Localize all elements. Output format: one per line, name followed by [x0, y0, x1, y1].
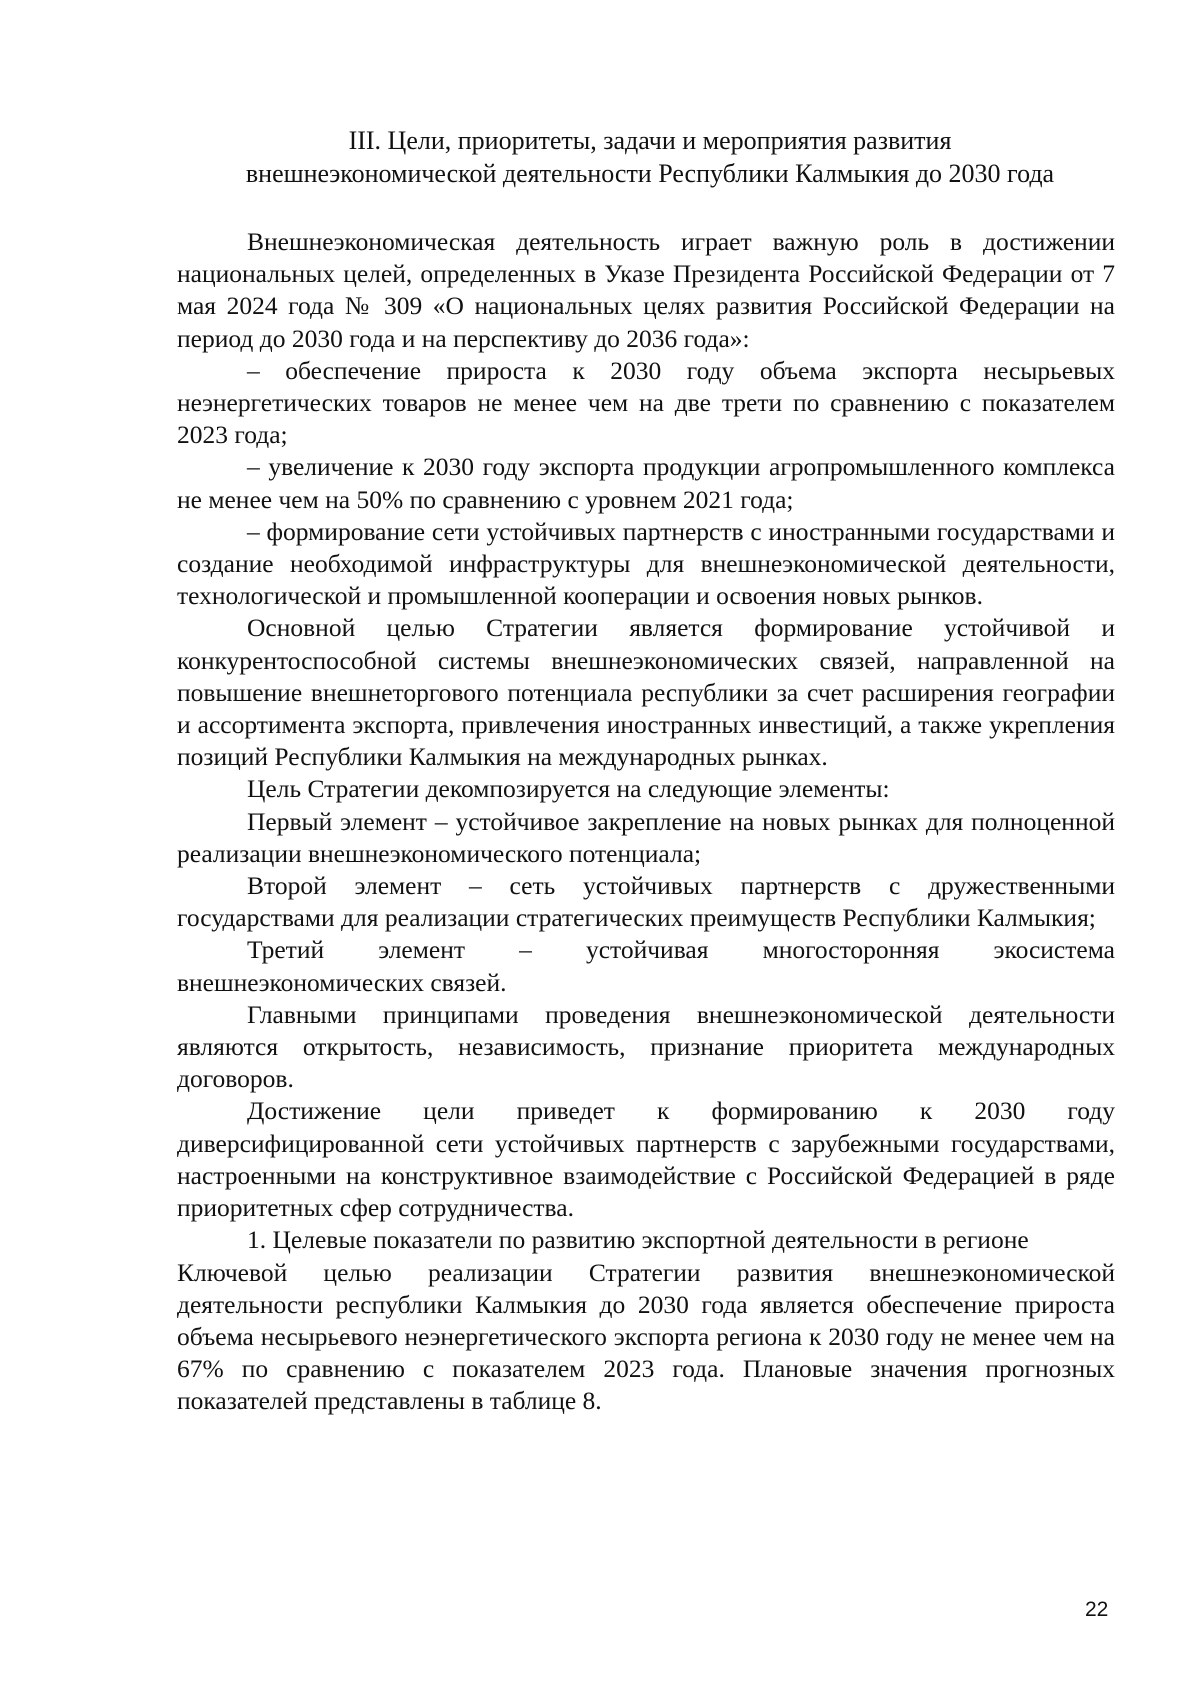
- paragraph-achievement: Достижение цели приведет к формированию к 2030 году диверсифицированной сети устойчивых партнерств с зарубежными государствами, настроенными на конструктивное взаимодействие с Российской Федерацией в ряде приоритетных сфер сотрудничества.: [177, 1096, 1115, 1223]
- page-number: 22: [1085, 1598, 1109, 1621]
- paragraph-goal-elements: Цель Стратегии декомпозируется на следующие элементы:: [247, 774, 890, 804]
- paragraph-key-target: Ключевой целью реализации Стратегии развития внешнеэкономической деятельности республики Калмыкия до 2030 года является обеспечение прироста объема несырьевого неэнергетического экспорта региона к 2030 году не менее чем на 67% по сравнению с показателем 2023 года. Плановые значения прогнозных показателей представлены в таблице 8.: [177, 1257, 1115, 1416]
- document-body: [177, 226, 1115, 1418]
- subsection-heading: 1. Целевые показатели по развитию экспортной деятельности в регионе: [247, 1225, 1029, 1255]
- list-item-partnerships: – формирование сети устойчивых партнерств с иностранными государствами и создание необходимой инфраструктуры для внешнеэкономической деятельности, технологической и промышленной кооперации и освоения новых рынков.: [177, 516, 1115, 611]
- paragraph-principles: Главными принципами проведения внешнеэкономической деятельности являются открытость, независимость, признание приоритета международных договоров.: [177, 999, 1115, 1094]
- list-item-agro-export: – увеличение к 2030 году экспорта продукции агропромышленного комплекса не менее чем на 50% по сравнению с уровнем 2021 года;: [177, 452, 1115, 514]
- paragraph-element-3: Третий элемент – устойчивая многосторонняя экосистема внешнеэкономических связей.: [177, 935, 1115, 997]
- paragraph-element-2: Второй элемент – сеть устойчивых партнерств с дружественными государствами для реализации стратегических преимуществ Республики Калмыкия;: [177, 871, 1115, 933]
- list-item-export-growth: – обеспечение прироста к 2030 году объема экспорта несырьевых неэнергетических товаров не менее чем на две трети по сравнению с показателем 2023 года;: [177, 355, 1115, 450]
- section-heading-line-2: внешнеэкономической деятельности Республики Калмыкия до 2030 года: [245, 159, 1055, 188]
- paragraph-element-1: Первый элемент – устойчивое закрепление на новых рынках для полноценной реализации внешнеэкономического потенциала;: [177, 806, 1115, 868]
- section-heading: [200, 124, 1100, 190]
- paragraph-intro: Внешнеэкономическая деятельность играет важную роль в достижении национальных целей, определенных в Указе Президента Российской Федерации от 7 мая 2024 года № 309 «О национальных целях развития Российской Федерации на период до 2030 года и на перспективу до 2036 года»:: [177, 227, 1115, 353]
- paragraph-main-goal: Основной целью Стратегии является формирование устойчивой и конкурентоспособной системы внешнеэкономических связей, направленной на повышение внешнеторгового потенциала республики за счет расширения географии и ассортимента экспорта, привлечения иностранных инвестиций, а также укрепления позиций Республики Калмыкия на международных рынках.: [177, 613, 1115, 772]
- section-heading-line-1: III. Цели, приоритеты, задачи и мероприятия развития: [348, 126, 952, 155]
